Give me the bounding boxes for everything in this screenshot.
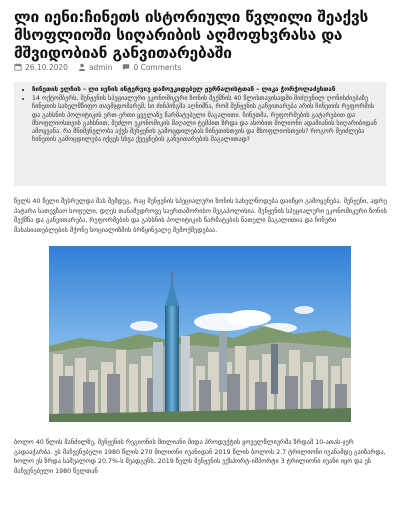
comments-count[interactable]: 0 Comments bbox=[133, 62, 182, 72]
post-comments[interactable] bbox=[122, 63, 181, 72]
article-title: ლი იენი:ჩინეთს ისტორიული წვლილი შეაქვს მსოფლიოში სიღარიბის აღმოფხვრასა და მშვიდობიან განვითარებაში bbox=[14, 8, 369, 62]
post-meta bbox=[14, 61, 388, 73]
summary-list bbox=[18, 86, 380, 144]
summary-box bbox=[14, 82, 386, 186]
skyline-image bbox=[49, 246, 351, 422]
article-paragraph: წელს 40 წელი შესრულდა მას შემდეგ, რაც შენჟენის სპეციალური ზონის სახელწოდება დაიწყო გამოყენება. შენჟენი, ადრე პატარა სათევზაო სოფელი, დღეს თანამედროვე საერთაშორისო მეგაპოლისია. შენჟენის სპეციალური ეკონომიკური ზონის შექმნა და განვითარება, რეფორმების და გახსნის პოლიტიკის წარმატების ნათელი მაგალითია და ჩინური მახასიათებლების მქონე სოციალიზმის ბრწყინვალე შემოქმედებაა. bbox=[14, 198, 387, 234]
calendar-icon bbox=[14, 63, 22, 71]
comment-icon bbox=[122, 63, 130, 71]
date-text: 26.10.2020 bbox=[25, 62, 68, 72]
summary-item-heading: • ჩინეთის ელჩის – ლი იენის ინტერვიუ დამოუკიდებელ ჟურნალისტთან – ლიკა ჭორჭოლაძესთან bbox=[32, 86, 380, 94]
post-date bbox=[14, 63, 68, 72]
user-icon bbox=[78, 63, 86, 71]
author-name[interactable]: admin bbox=[88, 62, 113, 72]
post-author[interactable] bbox=[78, 63, 113, 72]
article-paragraph: ბოლო 40 წლის მანძილზე, შენჟენის რეგიონის მთლიანი შიდა პროდუქტის ყოველწლიურმა ზრდამ 10-ათას-ჯერ გადააჭარბა. ეს მაჩვენებელი 1980 წლის 270 მილიონი იუანიდან 2019 წლის ბოლოს 2.7 ტრილიონი იუანამდე გაიზარდა, ხოლო ეს ზრდა საშუალოდ 20.7%-ს შეადგენს. 2019 წელს შენჟენის ექსპორტ-იმპორტი 3 ტრილიონი იუანი იყო და ეს მაჩვენებელი 1980 წელთან bbox=[14, 439, 386, 475]
city-skyline-photo bbox=[49, 246, 351, 422]
summary-item-intro: • 14 ოქტომბერს, შენჟენის სპეციალური ეკონომიკური ზონის შექმნის 40 წლისთავისადმი მიძღვნილ ღონისძიებაზე ჩინეთის სახელმწიფო თავმჯდომარემ, სი ძინპინგმა აღნიშნა, რომ შენჟენის განვითარება არის ჩინეთის რეფორმის და გახსნის პოლიტიკის ერთ-ერთი ყველაზე წარმატებული მაგალითი. ჩინეთმა, რეფორმების გატარებით და მსოფლიოსთვის გახსნით, შეძლო ეკონომიკის მაღალი ტემპით ზრდა და ასობით მილიონი ადამიანის სიღარიბიდან ამოყვანა. რა მნიშვნელობა აქვს შენჟენის გამოცდილებას ჩინეთისთვის და მსოფლიოსთვის? როგორ შეიძლება ჩინეთის გამოცდილება იქცეს სხვა ქვეყნების განვითარების მაგალითად? bbox=[32, 95, 380, 144]
